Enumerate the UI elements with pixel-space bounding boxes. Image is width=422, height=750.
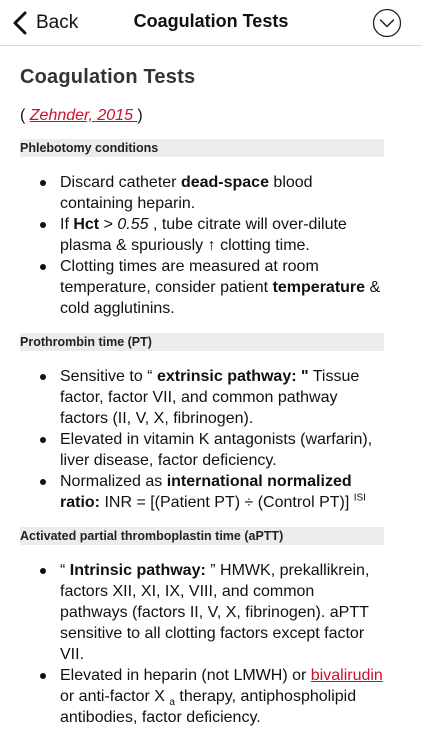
citation [20,107,384,125]
section-header-phlebotomy: Phlebotomy conditions [20,139,384,157]
bullet-dot-icon [40,374,46,380]
bullet-list-prothrombin-time [20,366,384,513]
citation-link[interactable]: Zehnder, 2015 [29,107,138,124]
page-heading: Coagulation Tests [20,66,196,88]
bullet-dot-icon [40,437,46,443]
bullet-list-phlebotomy [20,172,384,319]
bullet-list-aptt [20,560,384,728]
bullet-dot-icon [40,479,46,485]
citation-open: ( [20,107,30,124]
bullet-dot-icon [40,673,46,679]
list-item: Sensitive to “ extrinsic pathway: " Tissue factor, factor VII, and common pathway factors (II, V, X, fibrinogen). [20,366,384,429]
section-header-prothrombin-time: Prothrombin time (PT) [20,333,384,351]
back-label: Back [36,12,79,33]
list-item: Normalized as international normalized ratio: INR = [(Patient PT) ÷ (Control PT)] $^{ISI}$ [20,471,384,513]
list-item: Discard catheter dead-space blood containing heparin. [20,172,384,214]
list-item: “ Intrinsic pathway: ” HMWK, prekallikrein, factors XII, XI, IX, VIII, and common pathways (factors II, V, X, fibrinogen). aPTT sensitive to all clotting factors except factor VII. [20,560,384,665]
list-item: Elevated in heparin (not LMWH) or bivalirudin or anti-factor X $_a$ therapy, antiphospholipid antibodies, factor deficiency. [20,665,384,728]
bivalirudin-link[interactable]: bivalirudin [310,667,383,684]
chevron-down-circle-icon [372,8,402,38]
section-header-aptt: Activated partial thromboplastin time (aPTT) [20,527,384,545]
bullet-dot-icon [40,264,46,270]
bullet-dot-icon [40,222,46,228]
list-item: Clotting times are measured at room temperature, consider patient temperature & cold agglutinins. [20,256,384,319]
citation-close: ) [137,107,143,124]
nav-title: Coagulation Tests [133,11,289,31]
navigation-bar [0,0,422,46]
article-content [20,46,384,740]
bullet-dot-icon [40,180,46,186]
bullet-dot-icon [40,568,46,574]
menu-button[interactable] [372,8,402,38]
list-item: Elevated in vitamin K antagonists (warfarin), liver disease, factor deficiency. [20,429,384,471]
list-item: If Hct > 0.55 , tube citrate will over-dilute plasma & spuriously ↑ clotting time. [20,214,384,256]
